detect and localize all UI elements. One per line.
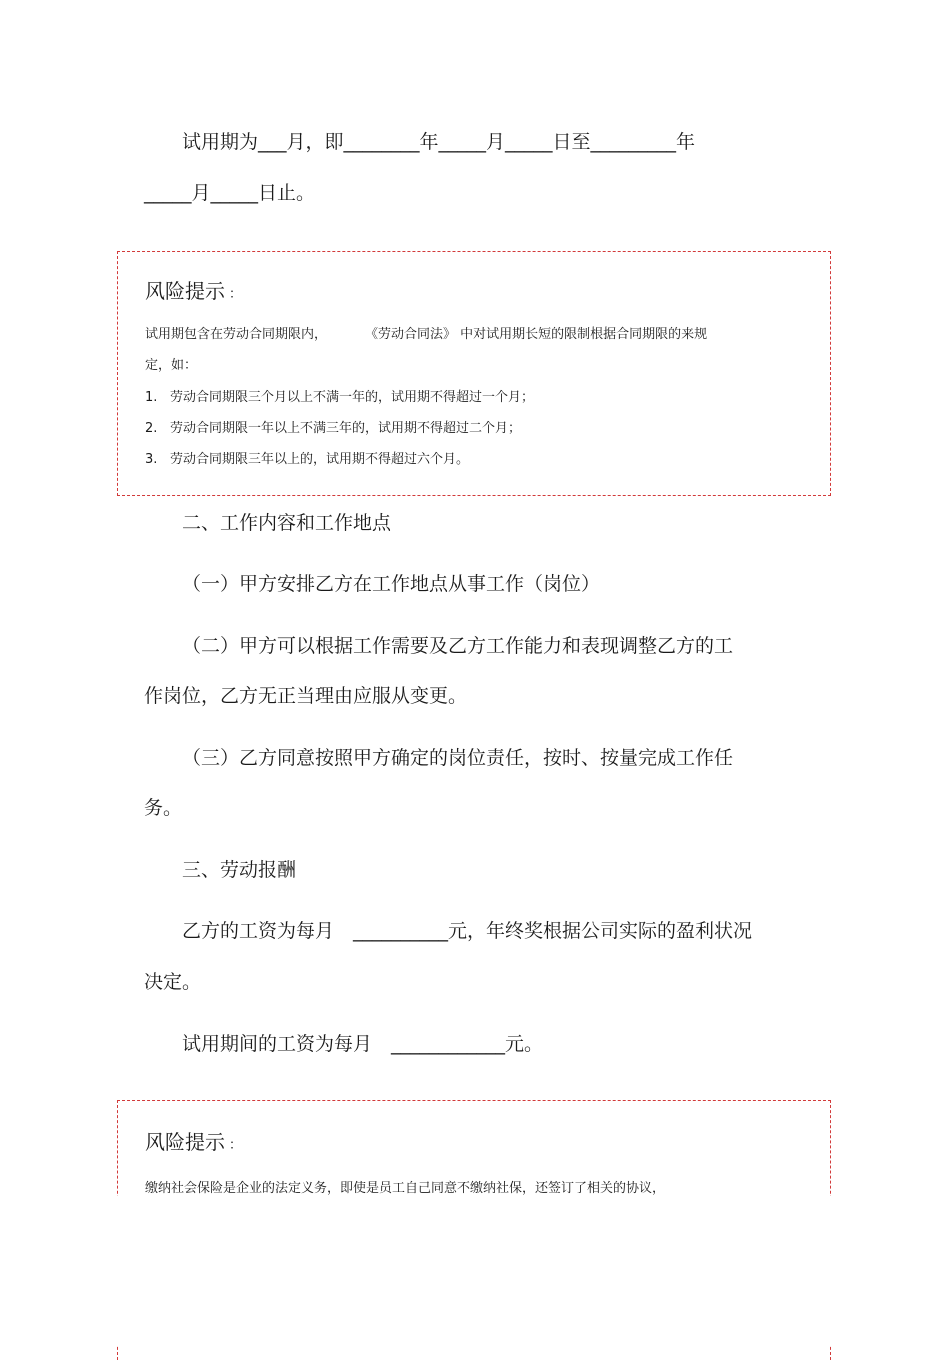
risk-tip-item: 1. 劳动合同期限三个月以上不满一年的，试用期不得超过一个月； (145, 390, 535, 405)
risk-tip-item: 2. 劳动合同期限一年以上不满三年的，试用期不得超过二个月； (145, 421, 522, 436)
page-bottom-margin (0, 1196, 950, 1345)
section-heading-compensation: 三、劳动报酬 (182, 859, 297, 881)
clause-2-2-line-1: （二）甲方可以根据工作需要及乙方工作能力和表现调整乙方的工 (182, 635, 734, 657)
probation-salary-clause: 试用期间的工资为每月 ____________元。 (182, 1033, 544, 1055)
risk-tip-title: 风险提示 ： (145, 1130, 243, 1154)
salary-clause-line-1: 乙方的工资为每月 __________元，年终奖根据公司实际的盈利状况 (182, 920, 753, 942)
risk-tip-item: 3. 劳动合同期限三年以上的，试用期不得超过六个月。 (145, 452, 470, 467)
risk-tip-intro-line-1: 试用期包含在劳动合同期限内， 《劳动合同法》 中对试用期长短的限制根据合同期限的来规 (145, 327, 708, 342)
section-heading-work-content: 二、工作内容和工作地点 (182, 512, 392, 534)
risk-tip-title: 风险提示 ： (145, 279, 243, 303)
risk-tip-box-1 (117, 251, 831, 496)
clause-2-2-line-2: 作岗位，乙方无正当理由应服从变更。 (144, 685, 468, 707)
clause-2-1: （一）甲方安排乙方在工作地点从事工作（岗位） (182, 573, 601, 595)
clause-2-3-line-1: （三）乙方同意按照甲方确定的岗位责任，按时、按量完成工作任 (182, 747, 734, 769)
probation-period-line-2: _____月_____日止。 (144, 182, 316, 204)
risk-tip-intro-line-2: 定，如： (145, 358, 198, 373)
salary-clause-line-2: 决定。 (144, 971, 202, 993)
risk-tip-social-insurance: 缴纳社会保险是企业的法定义务，即使是员工自己同意不缴纳社保，还签订了相关的协议， (145, 1181, 666, 1196)
probation-period-line-1: 试用期为___月，即________年_____月_____日至_________年 (182, 131, 696, 153)
clause-2-3-line-2: 务。 (144, 797, 183, 819)
